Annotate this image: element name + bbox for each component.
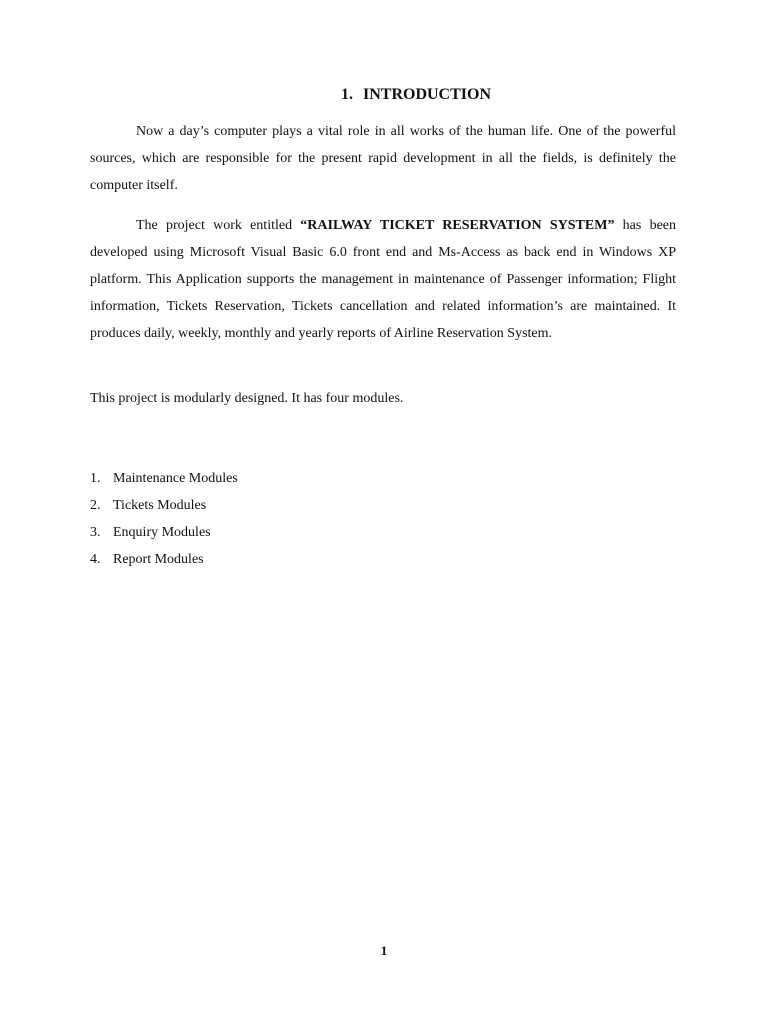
list-item-label: Maintenance Modules [113,471,238,486]
intro-paragraph-1 [90,118,676,199]
paragraph-text-after: has been developed using Microsoft Visual Basic 6.0 front end and Ms-Access as back end in Windows XP platform. This Application supports the management in maintenance of Passenger information; Flight information, Tickets Reservation, Tickets cancellation and related information’s are maintained. It produces daily, weekly, monthly and yearly reports of Airline Reservation System. [90,218,676,341]
page-number: 1 [380,943,388,958]
module-list [90,465,238,573]
list-item [90,465,238,492]
project-title: “RAILWAY TICKET RESERVATION SYSTEM” [300,218,615,233]
list-item [90,492,238,519]
section-title: INTRODUCTION [362,86,491,103]
intro-paragraph-2 [90,212,676,347]
list-item-index: 4. [90,552,101,567]
section-number: 1. [340,86,353,103]
paragraph-text-before: The project work entitled [136,218,301,233]
list-item-label: Enquiry Modules [113,525,211,540]
paragraph-text: This project is modularly designed. It has four modules. [90,391,404,406]
paragraph-text: Now a day’s computer plays a vital role in all works of the human life. One of the powerful sources, which are responsible for the present rapid development in all the fields, is definitely the computer itself. [90,124,676,193]
paragraph-text [90,212,676,347]
list-item-label: Report Modules [113,552,204,567]
list-item [90,519,238,546]
list-item-label: Tickets Modules [113,498,207,513]
list-item-index: 3. [90,525,101,540]
intro-paragraph-3 [90,385,676,412]
list-item-index: 2. [90,498,101,513]
list-item-index: 1. [90,471,101,486]
section-heading [0,86,768,104]
list-item [90,546,238,573]
